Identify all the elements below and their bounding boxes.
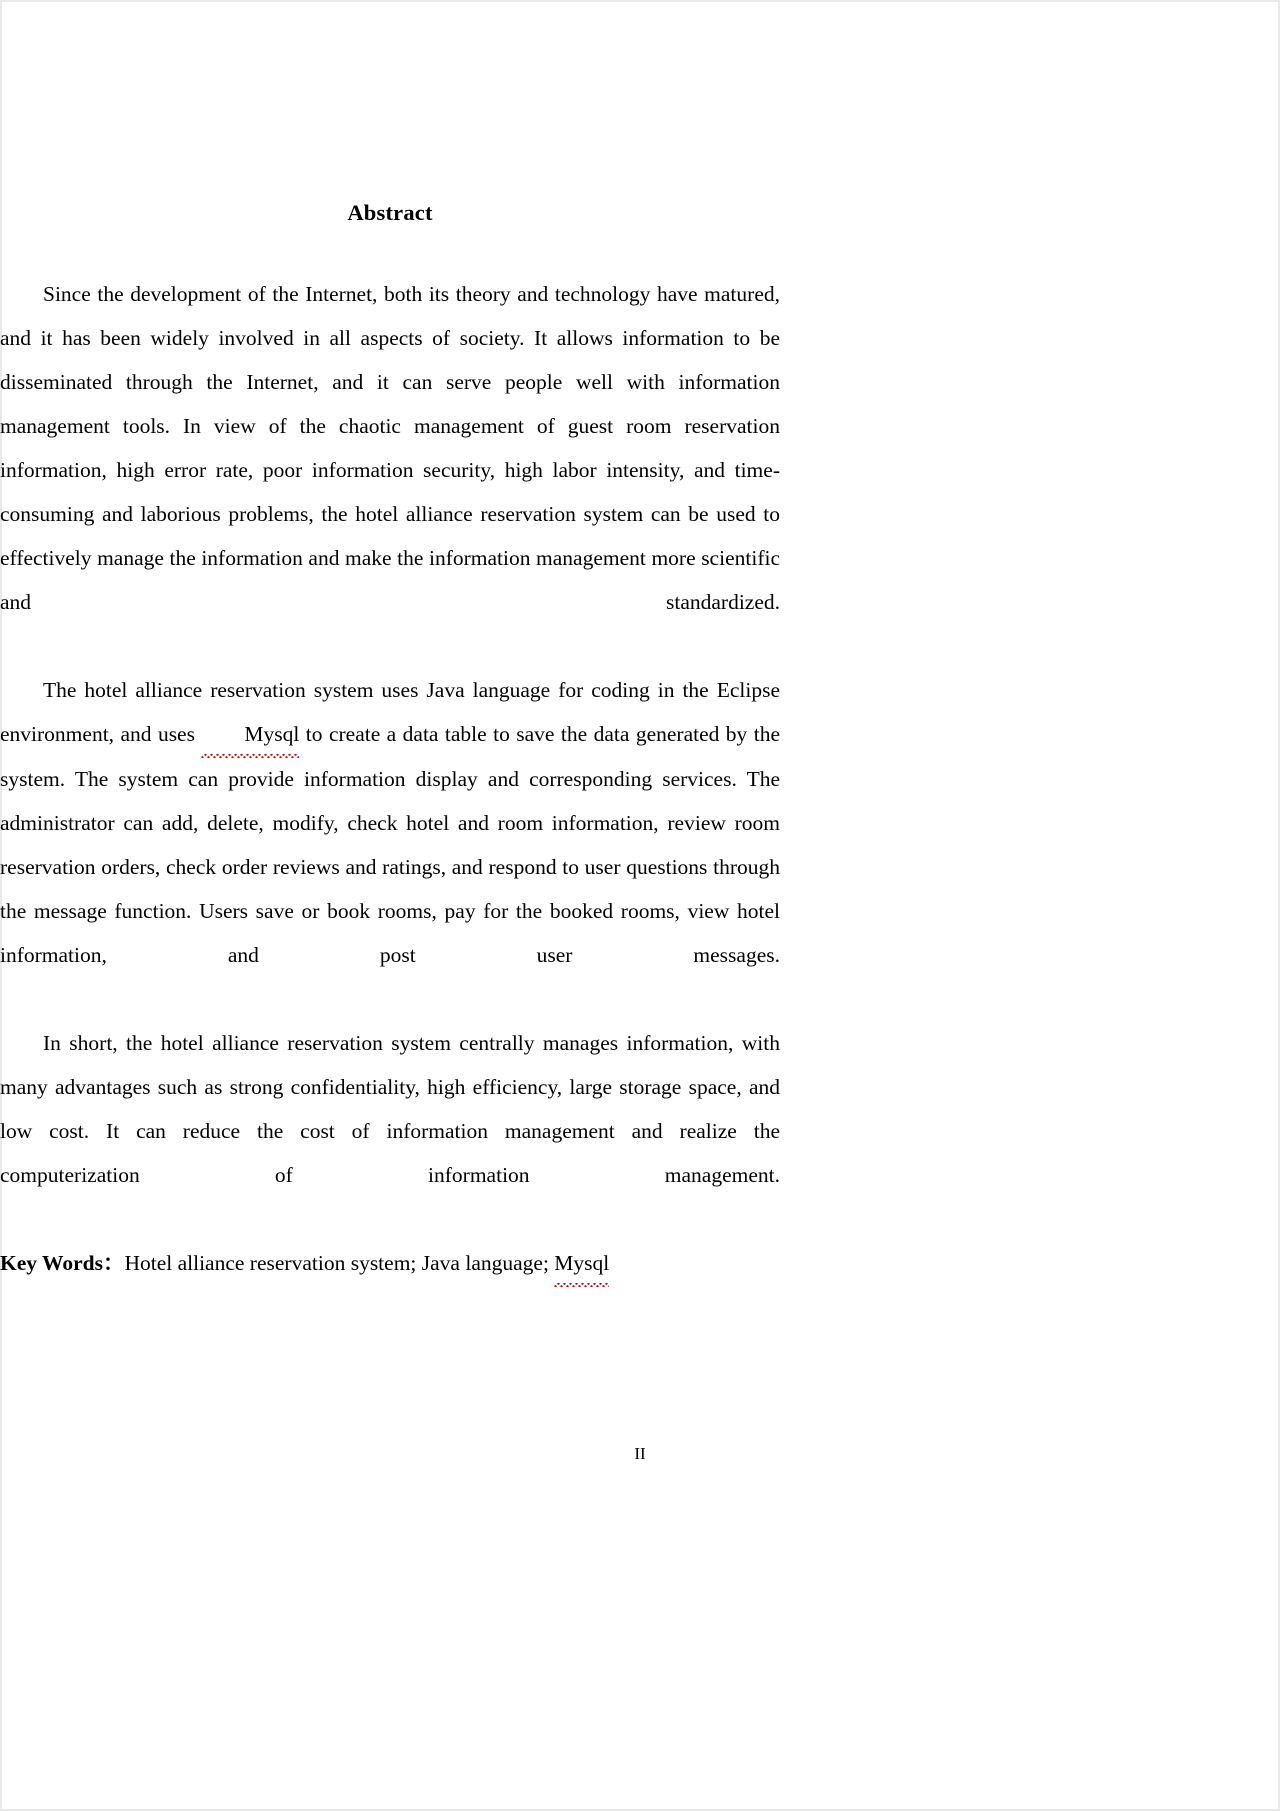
keywords-label: Key Words [0,1251,103,1275]
spellcheck-term-mysql: Mysql [201,712,299,757]
keywords-line [0,1241,780,1286]
paragraph-1: Since the development of the Internet, both its theory and technology have matured, and it has been widely involved in all aspects of society. It allows information to be disseminated through the Internet, and it can serve people well with information management tools. In view of the chaotic management of guest room reservation information, high error rate, poor information security, high labor intensity, and time-consuming and laborious problems, the hotel alliance reservation system can be used to effectively manage the information and make the information management more scientific and standardized. [0,282,780,614]
paragraph-3: In short, the hotel alliance reservation system centrally manages information, with many advantages such as strong confidentiality, high efficiency, large storage space, and low cost. It can reduce the cost of information management and realize the computerization of information management. [0,1031,780,1187]
abstract-body [0,272,780,1286]
keywords-value-prefix: Hotel alliance reservation system; Java language; [124,1251,555,1275]
keywords-separator: ： [102,1251,125,1275]
page-number-footer: II [634,1444,646,1463]
page-edge-top [0,0,1280,2]
paragraph-2 [0,668,780,1021]
paragraph-2-segment-3: to create a data table to save the data generated by the system. The system can provide information display and corresponding services. The administrator can add, delete, modify, check hotel and room information, review room reservation orders, check order reviews and ratings, and respond to user questions through the message function. Users save or book rooms, pay for the booked rooms, view hotel information, and post user messages. [0,722,780,967]
page-title: Abstract [347,200,433,225]
paragraph-2-segment-1: The hotel alliance reservation system uses Java language for coding in the Eclipse environment, and uses [0,678,780,746]
keywords-spellcheck-term-mysql: Mysql [554,1241,609,1286]
